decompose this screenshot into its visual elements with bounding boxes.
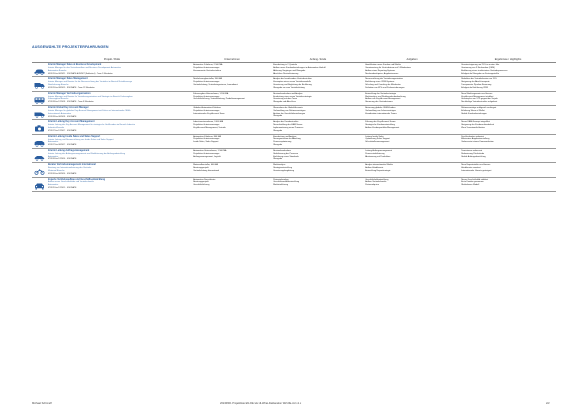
footer-author: Michael Schimeff: [32, 402, 52, 405]
project-cell: [32, 63, 192, 77]
project-title: Berater Vertriebsmanagement international: [48, 164, 96, 167]
company-line: Internationales Key-Account-Team: [193, 112, 225, 115]
period-line: Übergabe an neue Vertriebsleitung: [273, 86, 305, 89]
project-description: Interim Manager für den Vertriebsaufbau und Business Development Automotive: [48, 67, 121, 70]
tasks-line: Leitung Inside Sales: [365, 135, 384, 138]
period-line: Bestandsaufnahme: [273, 149, 291, 152]
period-line: Markteinführung: [273, 184, 288, 187]
project-industry: Automotive Branche: [48, 69, 67, 72]
project-description: Interim Manager für globales Key Account Management mit Fokus auf internationale OEMs: [48, 109, 131, 112]
period-line: Potenzialanalyse: [273, 178, 289, 181]
tasks-line: Optimierung Sales Support: [365, 138, 390, 141]
project-period-meta: 07/2016 bis 12/2016 · 6 MONATE: [48, 158, 77, 161]
tasks-cell: [364, 91, 460, 105]
table-body: [32, 63, 556, 192]
project-title: Interim Leitung Key Account Management: [48, 121, 95, 124]
company-line: Key-Account-Management, Vertrieb: [193, 126, 226, 129]
tasks-line: Abstimmung mit Produktion: [365, 155, 391, 158]
project-block: [33, 150, 191, 161]
tasks-line: Neukundenakquise, Angebotswesen: [365, 72, 399, 75]
table-row: [32, 177, 556, 191]
tasks-cell: [364, 106, 460, 120]
project-block: [33, 136, 191, 147]
results-line: Rahmenverträge erfolgreich verlängert: [461, 107, 497, 110]
project-title: Interim Leitung Inside Sales und Sales Support: [48, 135, 101, 138]
column-header: Projekt / Rolle: [32, 58, 192, 63]
period-line: Stabilisierung der Prozesse: [273, 152, 299, 155]
results-line: Steigerung der Abschlussquote: [461, 81, 490, 84]
project-description: Beratung zur Internationalisierung des Vertriebs: [48, 167, 92, 170]
project-block: [33, 78, 191, 89]
tasks-cell: [364, 177, 460, 191]
project-period-meta: 01/2018 bis 06/2018 · 6 MONATE: [48, 115, 77, 118]
project-description: Aufbau neuer Geschäftsfelder und Vertriebskanäle: [48, 181, 94, 184]
period-cell: [272, 91, 364, 105]
project-industry: Automotive: [48, 184, 59, 187]
project-block: [33, 64, 191, 75]
results-line: Erste Kunden gewonnen: [461, 181, 484, 184]
results-line: Internationaler Umsatz gesteigert: [461, 169, 492, 172]
tasks-line: Analyse internationaler Märkte: [365, 164, 393, 167]
company-line: Nutzfahrzeughersteller, 900 MA: [193, 78, 222, 81]
project-cell: [32, 163, 192, 177]
period-cell: [272, 163, 364, 177]
period-line: Geschäftsmodellentwicklung: [273, 181, 300, 184]
company-line: Projektstart Interimsmanager: [193, 138, 220, 141]
camera-icon: [34, 124, 45, 132]
period-line: Ablösung Vorgänger und Übergabe: [273, 69, 306, 72]
project-table: [32, 58, 556, 192]
company-line: Projektstart Interimsmanager: [193, 152, 220, 155]
results-cell: [460, 177, 556, 191]
tasks-cell: [364, 148, 460, 162]
tasks-line: Neuausrichtung der Vertriebsorganisation: [365, 78, 403, 81]
tasks-line: Geschäftsfeldentwicklung: [365, 178, 389, 181]
company-line: Projektstart Interimsmanager: [193, 81, 220, 84]
project-period-meta: 07/2017 bis 12/2017 · 6 MONATE: [48, 129, 77, 132]
results-line: Transparente Pipeline-Steuerung: [461, 84, 492, 87]
results-line: Nachhaltige Vertriebsstruktur aufgebaut: [461, 101, 498, 104]
tasks-cell: [364, 134, 460, 148]
tasks-line: Partnerakquise: [365, 184, 379, 187]
tasks-cell: [364, 163, 460, 177]
results-line: Händlernetz erweitert: [461, 167, 481, 170]
project-cell: [32, 177, 192, 191]
company-line: Vertriebsleitung, Vertriebsingenieure, Innendienst: [193, 84, 238, 87]
project-industry: Motorrad-Branche: [48, 169, 65, 172]
period-line: Konzeption eines neuen Vertriebsmodells: [273, 81, 311, 84]
period-line: Übergabe und Abschluss: [273, 101, 296, 104]
project-description: Interim Manager und Berater für die Neuausrichtung des Vertriebs im Bereich Nutzfahrzeuge: [48, 81, 132, 84]
period-cell: [272, 77, 364, 91]
column-header: Anfang / Ende: [272, 58, 364, 63]
project-description: Interim Leitung des Key Account Management für strategische Großkunden im Bereich Industrie: [48, 124, 136, 127]
project-cell: [32, 106, 192, 120]
company-line: Projektstart Interimsmanager: [193, 66, 220, 69]
tasks-line: Einführung eines CRM-Systems: [365, 81, 395, 84]
document-title: AUSGEWÄHLTE PROJEKTERFAHRUNGEN: [32, 45, 109, 49]
results-cell: [460, 91, 556, 105]
project-cell: [32, 148, 192, 162]
company-line: Auftragsmanagement, Logistik: [193, 155, 221, 158]
project-block: [33, 93, 191, 104]
tasks-line: Aufbau Vertriebskanäle: [365, 181, 387, 184]
results-line: Neues Geschäftsfeld etabliert: [461, 178, 489, 181]
results-cell: [460, 106, 556, 120]
project-title: Interim Leitung Auftragsmanagement: [48, 149, 90, 152]
results-line: Umsatzplus von 12% gegenüber Vorjahr: [461, 98, 498, 101]
results-line: Skalierbares Modell: [461, 184, 480, 187]
company-line: Beratungsprojekt: [193, 167, 209, 170]
results-line: Gewinnung von 3 Neukunden (OEM): [461, 66, 495, 69]
project-block: [33, 107, 191, 118]
period-cell: [272, 106, 364, 120]
results-line: Neues KAM-Konzept eingeführt: [461, 121, 490, 124]
tasks-line: Entwicklung Exportstrategie: [365, 169, 391, 172]
tasks-line: Strategische Kundenentwicklung: [365, 124, 395, 127]
project-period-meta: 01/2017 bis 06/2017 · 6 MONATE: [48, 144, 77, 147]
tasks-line: Identifikation neuer Kunden und Märkte: [365, 64, 401, 67]
table-row: [32, 120, 556, 134]
results-cell: [460, 77, 556, 91]
period-cell: [272, 134, 364, 148]
company-cell: [192, 177, 272, 191]
period-line: Umsetzungsbegleitung: [273, 169, 295, 172]
company-line: Inside Sales, Sales Support: [193, 141, 219, 144]
project-cell: [32, 134, 192, 148]
column-header: Unternehmen: [192, 58, 272, 63]
tasks-cell: [364, 63, 460, 77]
period-line: Prozessoptimierung: [273, 141, 292, 144]
project-period-meta: 07/2018 bis 12/2018 · 6 MONATE · Team 8 Mitarbeiter: [48, 101, 94, 104]
project-title: Interim Manager Sales & Business Development: [48, 64, 102, 67]
company-line: Automotive-Dienstleister: [193, 178, 216, 181]
results-line: Steigerung der Kundenzufriedenheit: [461, 124, 494, 127]
period-line: Aufbau neuer Kundenbeziehungen im Automotive-Umfeld: [273, 66, 326, 69]
tasks-line: Betreuung globaler OEM-Kunden: [365, 107, 396, 110]
period-line: Übernahme der Global Accounts: [273, 107, 303, 110]
period-line: Einführung neuer Standards: [273, 155, 299, 158]
tasks-line: Koordination internationaler Teams: [365, 112, 397, 115]
column-header: Aufgaben: [364, 58, 460, 63]
project-industry: Automotive: [48, 155, 59, 158]
period-line: Abschluss Restrukturierung: [273, 72, 299, 75]
tasks-line: Definition von KPIs und Zielvereinbarungen: [365, 86, 405, 89]
table-row: [32, 134, 556, 148]
period-line: Neuaufstellung des KAM-Teams: [273, 124, 303, 127]
period-line: Strategieentwicklung: [273, 167, 293, 170]
period-line: Übergabe: [273, 158, 283, 161]
results-cell: [460, 148, 556, 162]
column-header: Ergebnisse / Highlights: [460, 58, 556, 63]
period-line: Übergabe: [273, 115, 283, 118]
results-line: Termintreue verbessert: [461, 149, 483, 152]
results-line: Etablierung eines strukturierten Vertriebsprozesses: [461, 69, 508, 72]
results-cell: [460, 63, 556, 77]
results-line: Erfolgreiche Einführung CRM: [461, 86, 488, 89]
project-description: Interim Leitung des Auftragsmanagements und Stabilisierung der Auftragsabwicklung: [48, 152, 126, 155]
results-line: Durchlaufzeiten reduziert: [461, 135, 484, 138]
period-line: Einarbeitung in 2 Quartale: [273, 64, 297, 67]
van-icon: [34, 110, 45, 118]
results-line: Neue Marktsegmente erschlossen: [461, 92, 493, 95]
table-row: [32, 63, 556, 77]
project-description: Interim Leitung und Neuausrichtung von Inside Sales und Sales Support: [48, 138, 114, 141]
period-line: Umsetzung und Begleitung der Einführung: [273, 84, 312, 87]
table-row: [32, 106, 556, 120]
company-line: Vertriebsleitung International: [193, 169, 220, 172]
results-line: Reduzierung Rückstände: [461, 152, 485, 155]
results-line: Effizientere Angebotserstellung: [461, 138, 490, 141]
company-line: Industrieunternehmen, 3.000 MA: [193, 121, 223, 124]
company-line: Projektstart Interimsmanager: [193, 124, 220, 127]
company-line: Automotive-Unternehmen, 1.500 MA: [193, 149, 227, 152]
period-line: Neuorganisation der Abteilung: [273, 138, 301, 141]
company-line: Fahrzeugbau-Unternehmen, 1.200 MA: [193, 92, 229, 95]
tasks-line: Schulung und Coaching der Mitarbeiter: [365, 84, 401, 87]
period-line: Analyse der Kundenstruktur: [273, 121, 299, 124]
company-line: Beratungsprojekt: [193, 181, 209, 184]
company-cell: [192, 134, 272, 148]
period-line: Umsetzung mit dem Team: [273, 98, 297, 101]
table-row: [32, 77, 556, 91]
results-line: Neue Exportmärkte erschlossen: [461, 164, 491, 167]
results-line: Erfolgreiche Übergabe an Festangestellte: [461, 72, 499, 75]
results-cell: [460, 120, 556, 134]
motorbike-icon: [34, 167, 45, 175]
results-line: Stabile Kundenbeziehungen: [461, 112, 487, 115]
footer-page-number: 2/2: [546, 402, 550, 405]
tasks-line: Aufbau eines Reporting-Systems: [365, 69, 396, 72]
project-industry: Internationale Automotive: [48, 112, 72, 115]
project-block: [33, 121, 191, 132]
tasks-line: Verhandlung von Jahresverträgen: [365, 109, 396, 112]
period-line: Erarbeitung einer neuen Vertriebsstrategie: [273, 95, 312, 98]
tasks-line: Verantwortung für Vertriebsteam mit 5 Mitarbeitern: [365, 66, 411, 69]
company-line: Projektstart Interimsmanager: [193, 95, 220, 98]
tasks-line: Steuerung des Vertriebsteams: [365, 101, 393, 104]
table-row: [32, 163, 556, 177]
project-industry: Automotive: [48, 141, 59, 144]
results-cell: [460, 134, 556, 148]
car-icon: [34, 67, 45, 75]
company-cell: [192, 120, 272, 134]
results-line: Umsatzsteigerung um 25% im ersten Jahr: [461, 64, 500, 67]
project-title: Interim Manager Sales Management: [48, 78, 88, 81]
company-line: Konzernweite Vertriebsstruktur: [193, 69, 222, 72]
table-row: [32, 91, 556, 105]
suv-icon: [34, 139, 45, 147]
tasks-line: Entwicklung der Vertriebsstrategie: [365, 92, 397, 95]
company-cell: [192, 77, 272, 91]
project-period-meta: 07/2015 bis 12/2015 · 6 MONATE: [48, 187, 77, 190]
period-line: Implementierung neuer Prozesse: [273, 126, 304, 129]
project-period-meta: 01/2019 bis 08/2019 · 8 MONATE · Team 12 Mitarbeiter: [48, 86, 95, 89]
company-cell: [192, 148, 272, 162]
tasks-line: Führung des Key-Account-Teams: [365, 121, 396, 124]
results-cell: [460, 163, 556, 177]
company-line: Globaler Automotive-Zulieferer: [193, 107, 221, 110]
company-line: Motorradhersteller, 600 MA: [193, 164, 218, 167]
company-line: Projektstart Interimsmanager: [193, 109, 220, 112]
tasks-line: Marktanalyse und Wettbewerbsbeobachtung: [365, 95, 406, 98]
tasks-line: Leitung Auftragsmanagement: [365, 149, 392, 152]
project-industry: Nutzfahrzeug-Branche: [48, 84, 69, 87]
results-line: Erhöhung Share of Wallet: [461, 109, 485, 112]
period-line: Bestandsaufnahme und Analyse: [273, 92, 303, 95]
company-line: Automotive-Zulieferer, 800 MA: [193, 135, 221, 138]
period-line: Marktanalyse: [273, 164, 286, 167]
project-industry: Industrie-Branche: [48, 127, 65, 130]
project-period-meta: 01/2016 bis 06/2016 · 6 MONATE: [48, 172, 77, 175]
project-block: [33, 164, 191, 175]
results-line: Verbesserte interne Kommunikation: [461, 141, 494, 144]
period-line: Ausbau der Geschäftsbeziehungen: [273, 112, 306, 115]
company-line: Automotive Zulieferer, 2.500 MA: [193, 64, 223, 67]
company-cell: [192, 106, 272, 120]
tasks-line: Schnittstellenmanagement: [365, 141, 390, 144]
company-cell: [192, 63, 272, 77]
project-cell: [32, 91, 192, 105]
project-period-meta: 09/2019 bis 06/2021 · 9 MONATE AUSZEIT (Sabbatical) · Team 5 Mitarbeiter: [48, 72, 113, 75]
tasks-line: Aufbau Händlernetz: [365, 167, 384, 170]
period-line: Einarbeitung und Analyse: [273, 135, 297, 138]
period-cell: [272, 177, 364, 191]
project-description: Interim Manager und Berater für Vertriebsorganisation und Strategie im Bereich Fahrzeugbau: [48, 95, 133, 98]
project-block: [33, 179, 191, 190]
results-line: Key-Account-Management etabliert: [461, 95, 494, 98]
footer-filename: 20240601 Projektliste EN-DE-Ver.dl-Wirat-Deklaration WZ-DE-AU.v1.x: [220, 402, 302, 405]
tasks-cell: [364, 120, 460, 134]
results-line: Klare Verantwortlichkeiten: [461, 126, 485, 129]
period-line: Analyse der bestehenden Vertriebsstruktur: [273, 78, 312, 81]
project-industry: Fahrzeugbau-Branche: [48, 98, 69, 101]
company-line: Geschäftsführung, Vertriebsleitung, Produktmanagement: [193, 98, 245, 101]
tasks-line: Aufbau Kundenportfolio-Management: [365, 126, 400, 129]
truck-icon: [34, 81, 45, 89]
sedan-icon: [34, 153, 45, 161]
results-line: Reduktion der Vertriebskosten um 15%: [461, 78, 497, 81]
company-line: Geschäftsführung: [193, 184, 210, 187]
table-row: [32, 148, 556, 162]
period-line: Übergabe: [273, 144, 283, 147]
project-cell: [32, 77, 192, 91]
project-cell: [32, 120, 192, 134]
results-line: Stabile Auftragsabwicklung: [461, 155, 486, 158]
project-title: Experte Vertriebsaufbau und Geschäftsentwicklung: [48, 178, 106, 181]
period-line: Übergabe: [273, 129, 283, 132]
period-line: Verhandlung von Rahmenverträgen: [273, 109, 306, 112]
tasks-cell: [364, 77, 460, 91]
bus-icon: [34, 96, 45, 104]
tasks-line: Aufbau von Key-Account-Management: [365, 98, 401, 101]
project-title: Interim Global Key Account Manager: [48, 107, 89, 110]
tasks-line: Prozessstabilisierung: [365, 152, 385, 155]
car-front-icon: [34, 182, 45, 190]
period-cell: [272, 120, 364, 134]
project-title: Interim Manager Vertriebsorganisation: [48, 92, 91, 95]
period-cell: [272, 148, 364, 162]
company-cell: [192, 91, 272, 105]
company-cell: [192, 163, 272, 177]
period-cell: [272, 63, 364, 77]
